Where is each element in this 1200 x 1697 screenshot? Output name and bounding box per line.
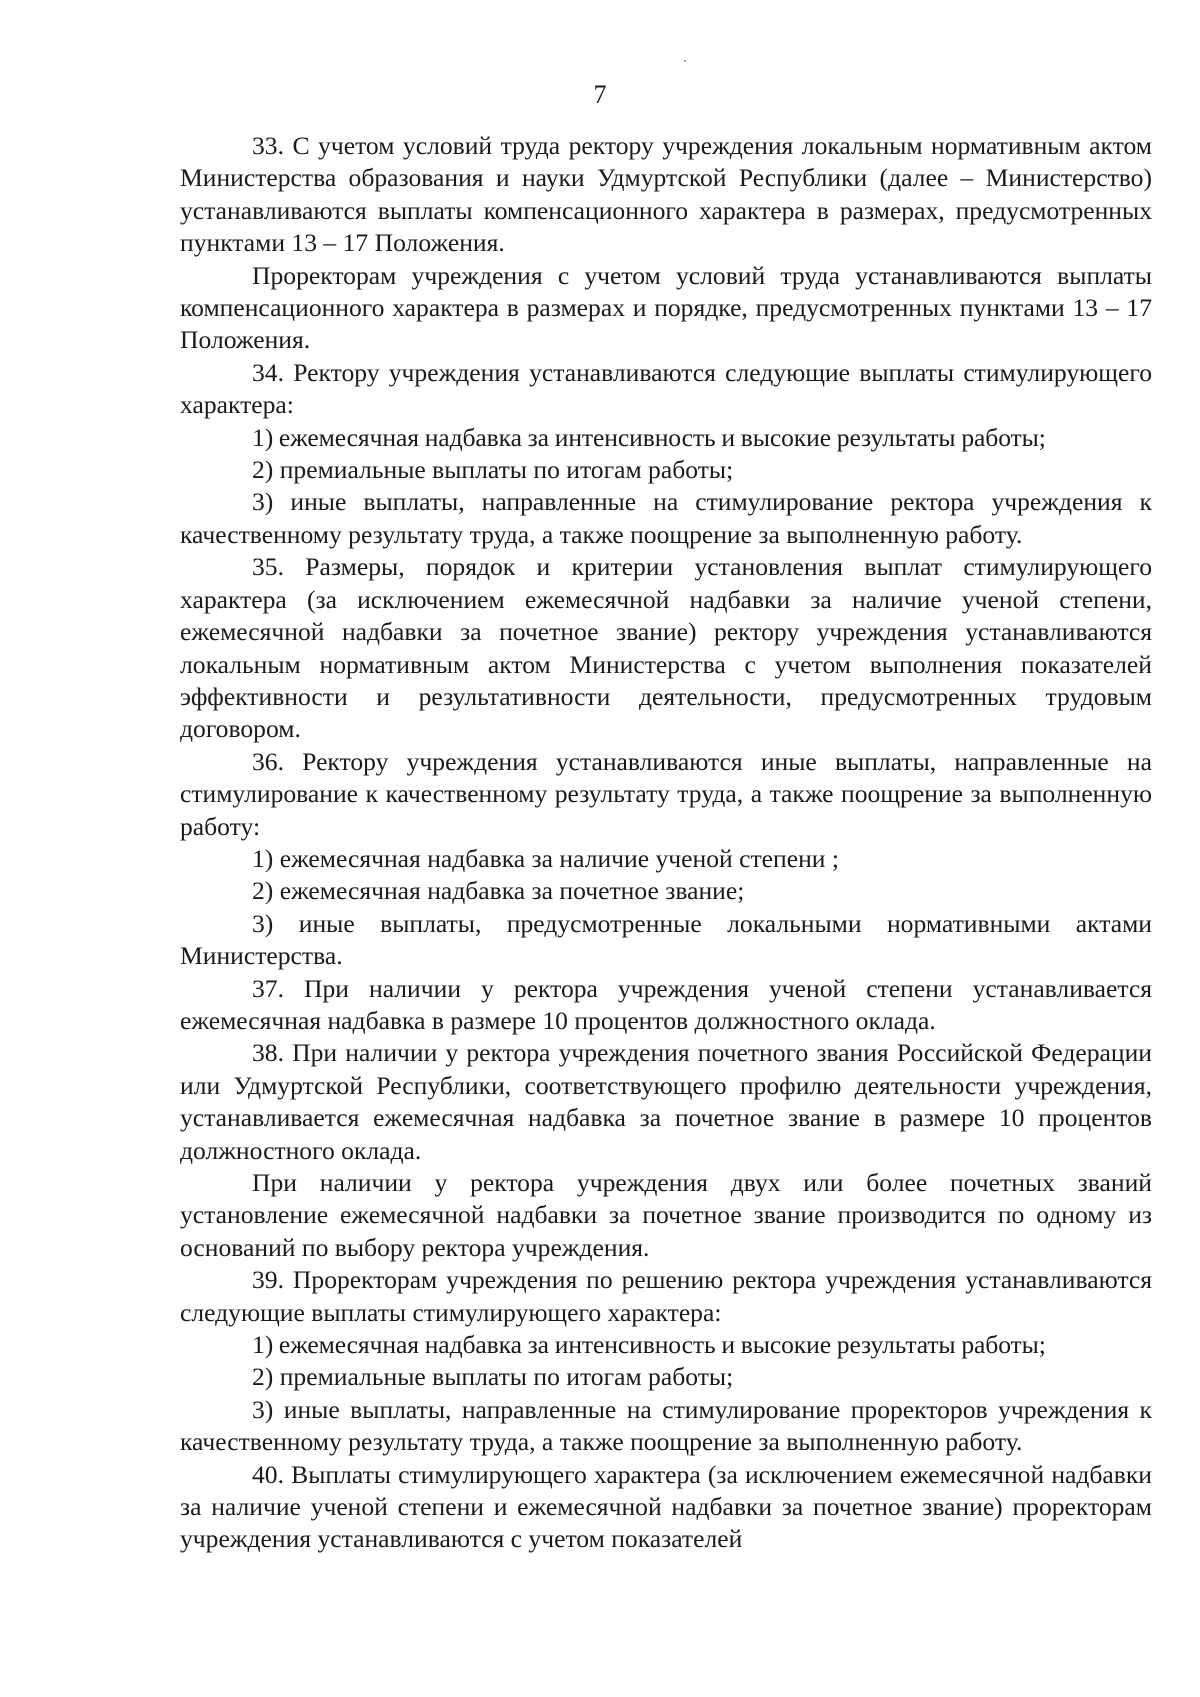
paragraph-33-prorectors: Проректорам учреждения с учетом условий труда устанавливаются выплаты компенсационного характера в размерах и порядке, предусмотренных пунктами 13 – 17 Положения. [180, 260, 1152, 355]
paragraph-39: 39. Проректорам учреждения по решению ректора учреждения устанавливаются следующие выплаты стимулирующего характера: [180, 1265, 1152, 1327]
paragraph-36-item-3: 3) иные выплаты, предусмотренные локальными нормативными актами Министерства. [180, 908, 1152, 971]
paragraph-38-multiple-titles: При наличии у ректора учреждения двух или более почетных званий установление ежемесячной надбавки за почетное звание производится по одному из оснований по выбору ректора учреждения. [180, 1168, 1152, 1262]
document-body [180, 130, 1152, 1556]
paragraph-37: 37. При наличии у ректора учреждения ученой степени устанавливается ежемесячная надбавка в размере 10 процентов должностного оклада. [180, 973, 1152, 1035]
paragraph-36: 36. Ректору учреждения устанавливаются иные выплаты, направленные на стимулирование к качественному результату труда, а также поощрение за выполненную работу: [180, 746, 1152, 841]
paragraph-34-item-1: 1) ежемесячная надбавка за интенсивность и высокие результаты работы; [252, 422, 1046, 452]
paragraph-39-item-1: 1) ежемесячная надбавка за интенсивность и высокие результаты работы; [252, 1330, 1046, 1360]
paragraph-36-item-1: 1) ежемесячная надбавка за наличие ученой степени ; [252, 843, 839, 873]
paragraph-35: 35. Размеры, порядок и критерии установления выплат стимулирующего характера (за исключением ежемесячной надбавки за наличие ученой степени, ежемесячной надбавки за почетное звание) ректору учреждения устанавливаются локальным нормативным актом Министерства с учетом выполнения показателей эффективности и результативности деятельности, предусмотренных трудовым договором. [180, 552, 1152, 744]
paragraph-34: 34. Ректору учреждения устанавливаются следующие выплаты стимулирующего характера: [180, 357, 1152, 420]
page-number: 7 [593, 80, 607, 109]
paragraph-40: 40. Выплаты стимулирующего характера (за исключением ежемесячной надбавки за наличие ученой степени и ежемесячной надбавки за почетное звание) проректорам учреждения устанавливаются с учетом показателей [180, 1459, 1152, 1554]
paragraph-38: 38. При наличии у ректора учреждения почетного звания Российской Федерации или Удмуртской Республики, соответствующего профилю деятельности учреждения, устанавливается ежемесячная надбавка за почетное звание в размере 10 процентов должностного оклада. [180, 1038, 1152, 1165]
paragraph-36-item-2: 2) ежемесячная надбавка за почетное звание; [252, 876, 745, 906]
paragraph-39-item-3: 3) иные выплаты, направленные на стимулирование проректоров учреждения к качественному результату труда, а также поощрение за выполненную работу. [180, 1394, 1152, 1457]
paragraph-34-item-2: 2) премиальные выплаты по итогам работы; [252, 455, 734, 485]
paragraph-33: 33. С учетом условий труда ректору учреждения локальным нормативным актом Министерства образования и науки Удмуртской Республики (далее – Министерство) устанавливаются выплаты компенсационного характера в размерах, предусмотренных пунктами 13 – 17 Положения. [180, 131, 1152, 258]
paragraph-39-item-2: 2) премиальные выплаты по итогам работы; [252, 1362, 734, 1392]
scan-artifact-dot [684, 60, 686, 62]
paragraph-34-item-3: 3) иные выплаты, направленные на стимулирование ректора учреждения к качественному результату труда, а также поощрение за выполненную работу. [180, 487, 1152, 549]
